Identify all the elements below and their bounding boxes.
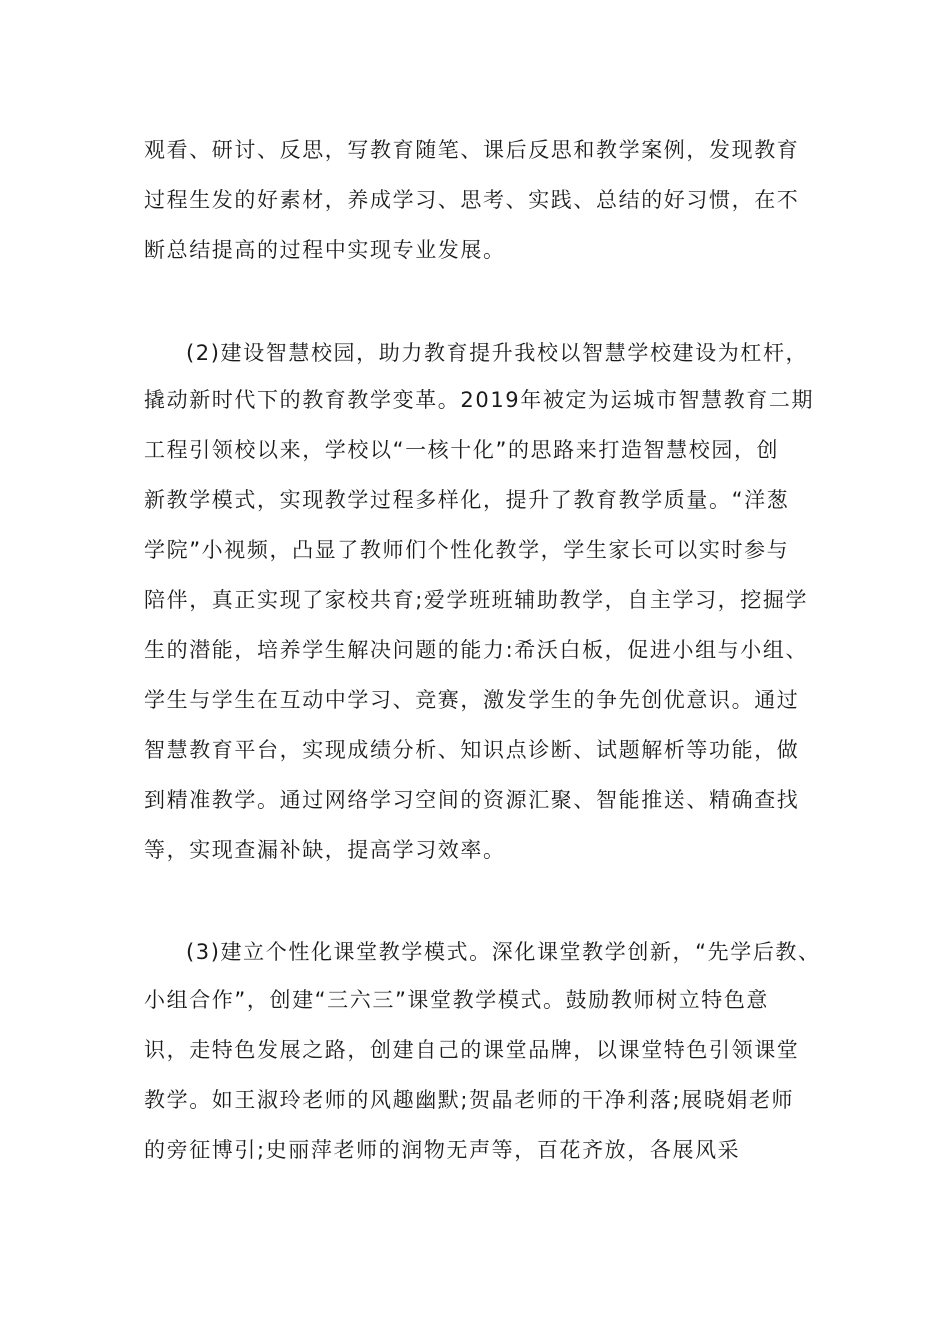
text-line: 生的潜能，培养学生解决问题的能力:希沃白板，促进小组与小组、 (144, 638, 809, 662)
text-line: 断总结提高的过程中实现专业发展。 (144, 238, 506, 262)
text-line: 小组合作”，创建“三六三”课堂教学模式。鼓励教师树立特色意 (144, 988, 770, 1012)
text-line: 陪伴，真正实现了家校共育;爱学班班辅助教学，自主学习，挖掘学 (144, 588, 809, 612)
text-line: 等，实现查漏补缺，提高学习效率。 (144, 838, 506, 862)
text-line: 到精准教学。通过网络学习空间的资源汇聚、智能推送、精确查找 (144, 788, 800, 812)
text-line: 新教学模式，实现教学过程多样化，提升了教育教学质量。“洋葱 (144, 488, 790, 512)
text-line: 观看、研讨、反思，写教育随笔、课后反思和教学案例，发现教育 (144, 138, 800, 162)
text-line: 过程生发的好素材，养成学习、思考、实践、总结的好习惯，在不 (144, 188, 800, 212)
text-line: 工程引领校以来，学校以“一核十化”的思路来打造智慧校园，创 (144, 438, 780, 462)
text-line: 学生与学生在互动中学习、竞赛，激发学生的争先创优意识。通过 (144, 688, 800, 712)
text-line: 识，走特色发展之路，创建自己的课堂品牌，以课堂特色引领课堂 (144, 1038, 800, 1062)
paragraph-2-heading-line: (2)建设智慧校园，助力教育提升我校以智慧学校建设为杠杆， (186, 341, 809, 365)
text-line: 教学。如王淑玲老师的风趣幽默;贺晶老师的干净利落;展晓娟老师 (144, 1088, 795, 1112)
text-line: 学院”小视频，凸显了教师们个性化教学，学生家长可以实时参与 (144, 538, 790, 562)
text-line: 智慧教育平台，实现成绩分析、知识点诊断、试题解析等功能，做 (144, 738, 800, 762)
paragraph-3-heading-line: (3)建立个性化课堂教学模式。深化课堂教学创新，“先学后教、 (186, 940, 821, 964)
text-line: 的旁征博引;史丽萍老师的润物无声等，百花齐放，各展风采 (144, 1138, 741, 1162)
text-line: 撬动新时代下的教育教学变革。2019年被定为运城市智慧教育二期 (144, 388, 815, 412)
